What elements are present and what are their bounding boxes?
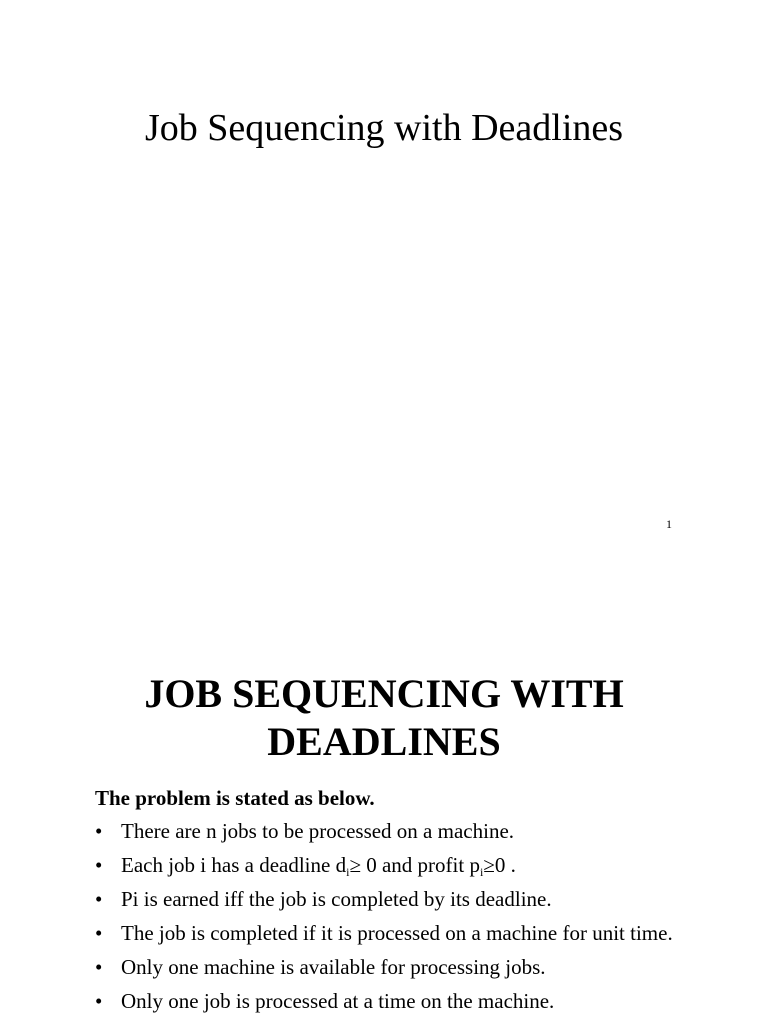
bullet-icon: • [95,921,103,945]
bullet-item-jobs [95,818,675,845]
slide-title: Job Sequencing with Deadlines [144,107,624,149]
bullet-icon: • [95,989,103,1013]
bullet-item-earned [95,886,675,913]
bullet-item-one-job [95,988,675,1015]
profit-condition: ≥0 . [483,853,516,877]
bullet-text: There are n jobs to be processed on a machine. [121,819,515,843]
bullet-text: Only one job is processed at a time on the machine. [121,989,555,1013]
bullet-item-completed [95,920,675,947]
bullet-item-deadline-profit [95,852,675,879]
section-heading-line-2: DEADLINES [267,719,501,764]
deadline-subscript: i [346,865,350,879]
deadline-text: Each job i has a deadline d [121,853,347,877]
bullet-icon: • [95,853,103,877]
bullet-icon: • [95,955,103,979]
profit-subscript: i [479,865,484,879]
bullet-icon: • [95,887,103,911]
bullet-text: Pi is earned iff the job is completed by its deadline. [121,887,552,911]
bullet-icon: • [95,819,103,843]
problem-intro: The problem is stated as below. [95,786,375,810]
page-number: 1 [666,517,672,531]
bullet-list [95,818,675,1022]
bullet-text [121,853,516,877]
section-heading-line-1: JOB SEQUENCING WITH [144,671,624,716]
bullet-item-one-machine [95,954,675,981]
bullet-text: Only one machine is available for processing jobs. [121,955,546,979]
section-heading [0,670,768,766]
bullet-text: The job is completed if it is processed on a machine for unit time. [121,921,673,945]
profit-text: ≥ 0 and profit p [349,853,480,877]
